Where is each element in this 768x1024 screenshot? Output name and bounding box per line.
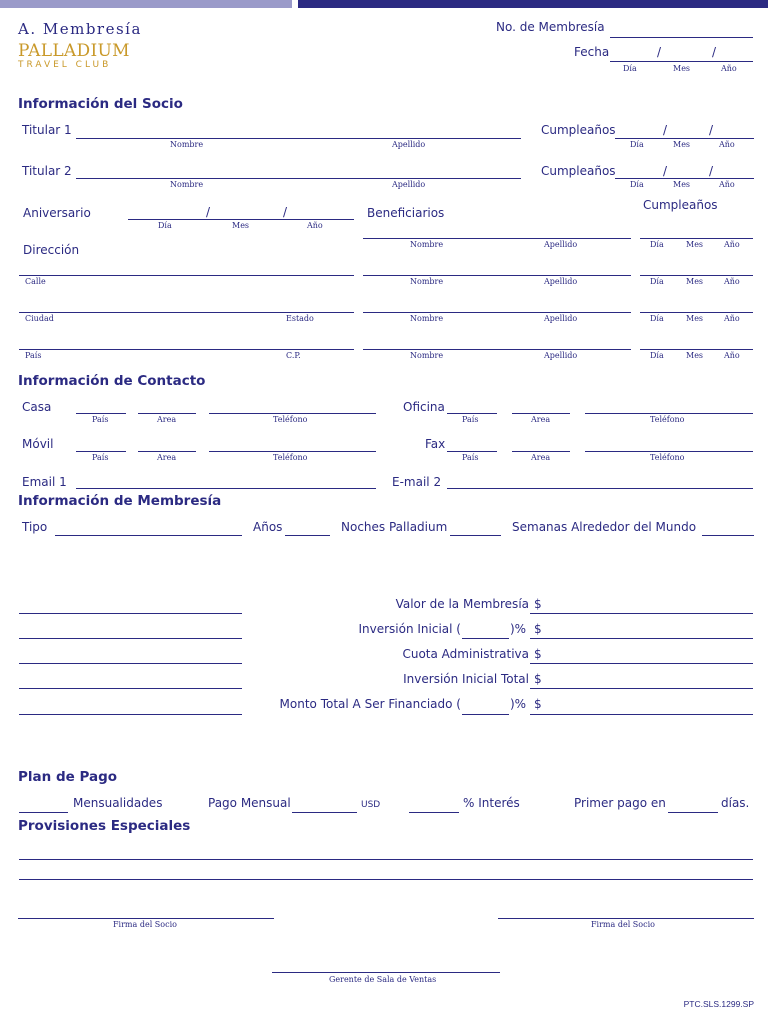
titular2-name-sub: Nombre (170, 180, 204, 189)
beneficiary-2-birthday[interactable] (640, 275, 753, 276)
valor-label: Valor de la Membresía (395, 597, 529, 611)
inv-total-field[interactable] (530, 688, 753, 689)
b2-surname-sub: Apellido (544, 277, 578, 286)
inv-total-label: Inversión Inicial Total (403, 672, 529, 686)
t1-sub-month: Mes (673, 140, 691, 149)
inv-inicial-currency: $ (534, 622, 542, 636)
movil-label: Móvil (22, 437, 54, 451)
beneficiary-1-birthday[interactable] (640, 238, 753, 239)
fax-area-sub: Area (531, 453, 551, 462)
monto-field[interactable] (530, 714, 753, 715)
casa-area-field[interactable] (138, 413, 196, 414)
beneficiary-4-field[interactable] (363, 349, 631, 350)
beneficiary-2-field[interactable] (363, 275, 631, 276)
b3-day-sub: Día (650, 314, 664, 323)
membership-blank-line-3[interactable] (19, 663, 242, 664)
monto-label: Monto Total A Ser Financiado ( (279, 697, 461, 711)
oficina-telefono-field[interactable] (585, 413, 753, 414)
titular2-birthday-label: Cumpleaños (541, 164, 616, 178)
monto-pct-field[interactable] (462, 714, 509, 715)
provisiones-line-2[interactable] (19, 879, 753, 880)
section-membresia-heading: Información de Membresía (18, 493, 222, 509)
section-pago-heading: Plan de Pago (18, 769, 118, 785)
monto-currency: $ (534, 697, 542, 711)
page-title: A. Membresía (18, 20, 142, 38)
brand-subtitle: TRAVEL CLUB (18, 60, 112, 70)
aniv-sep-2: / (283, 205, 288, 219)
beneficiary-4-birthday[interactable] (640, 349, 753, 350)
b4-name-sub: Nombre (410, 351, 444, 360)
b3-year-sub: Año (724, 314, 740, 323)
primer-pago-label: Primer pago en (574, 796, 666, 810)
ciudad-sub: Ciudad (25, 314, 54, 323)
dias-label: días. (721, 796, 750, 810)
fax-telefono-sub: Teléfono (650, 453, 685, 462)
b1-year-sub: Año (724, 240, 740, 249)
firma-socio-2-line[interactable] (498, 918, 754, 919)
email1-label: Email 1 (22, 475, 67, 489)
aniv-sub-year: Año (307, 221, 323, 230)
beneficiary-3-birthday[interactable] (640, 312, 753, 313)
t2-sep-1: / (663, 164, 668, 178)
oficina-telefono-sub: Teléfono (650, 415, 685, 424)
t2-sub-month: Mes (673, 180, 691, 189)
noches-field[interactable] (450, 535, 501, 536)
valor-currency: $ (534, 597, 542, 611)
oficina-area-field[interactable] (512, 413, 570, 414)
t1-sep-2: / (709, 123, 714, 137)
b2-day-sub: Día (650, 277, 664, 286)
membership-blank-line-4[interactable] (19, 688, 242, 689)
titular1-name-sub: Nombre (170, 140, 204, 149)
titular1-birthday-label: Cumpleaños (541, 123, 616, 137)
pago-mensual-label: Pago Mensual (208, 796, 291, 810)
casa-label: Casa (22, 400, 52, 414)
form-code: PTC.SLS.1299.SP (683, 999, 754, 1009)
titular2-field[interactable] (76, 178, 521, 179)
aniversario-field[interactable] (128, 219, 354, 220)
noches-label: Noches Palladium (341, 520, 448, 534)
email2-field[interactable] (447, 488, 753, 489)
beneficiary-1-field[interactable] (363, 238, 631, 239)
anos-field[interactable] (285, 535, 330, 536)
inv-inicial-label: Inversión Inicial ( (358, 622, 461, 636)
membership-blank-line-2[interactable] (19, 638, 242, 639)
inv-total-currency: $ (534, 672, 542, 686)
email1-field[interactable] (76, 488, 376, 489)
mensualidades-field[interactable] (19, 812, 68, 813)
monto-pct: )% (510, 697, 527, 711)
primer-pago-field[interactable] (668, 812, 718, 813)
beneficiary-3-field[interactable] (363, 312, 631, 313)
membership-blank-line-1[interactable] (19, 613, 242, 614)
fax-telefono-field[interactable] (585, 451, 753, 452)
b3-month-sub: Mes (686, 314, 704, 323)
firma-socio-2-label: Firma del Socio (591, 920, 655, 929)
b1-month-sub: Mes (686, 240, 704, 249)
brand-name: PALLADIUM (18, 41, 130, 61)
beneficiarios-label: Beneficiarios (367, 206, 445, 220)
inv-inicial-pct-field[interactable] (462, 638, 509, 639)
oficina-pais-field[interactable] (447, 413, 497, 414)
estado-sub: Estado (286, 314, 314, 323)
casa-pais-sub: País (92, 415, 109, 424)
movil-pais-field[interactable] (76, 451, 126, 452)
titular1-birthday-field[interactable] (615, 138, 754, 139)
movil-telefono-sub: Teléfono (273, 453, 308, 462)
movil-area-field[interactable] (138, 451, 196, 452)
oficina-area-sub: Area (531, 415, 551, 424)
provisiones-line-1[interactable] (19, 859, 753, 860)
t2-sub-day: Día (630, 180, 644, 189)
fax-pais-sub: País (462, 453, 479, 462)
firma-socio-1-line[interactable] (18, 918, 274, 919)
fax-label: Fax (425, 437, 446, 451)
membership-number-field[interactable] (610, 37, 753, 38)
header-bar-light (0, 0, 292, 8)
email2-label: E-mail 2 (392, 475, 442, 489)
cuota-currency: $ (534, 647, 542, 661)
aniv-sub-month: Mes (232, 221, 250, 230)
t1-sub-day: Día (630, 140, 644, 149)
semanas-label: Semanas Alrededor del Mundo (512, 520, 697, 534)
pais-sub: País (25, 351, 42, 360)
membership-blank-line-5[interactable] (19, 714, 242, 715)
interes-field[interactable] (409, 812, 459, 813)
section-provisiones-heading: Provisiones Especiales (18, 818, 191, 834)
casa-telefono-sub: Teléfono (273, 415, 308, 424)
casa-pais-field[interactable] (76, 413, 126, 414)
firma-socio-1-label: Firma del Socio (113, 920, 177, 929)
direccion-label: Dirección (23, 243, 80, 257)
date-sub-year: Año (721, 64, 737, 73)
b2-month-sub: Mes (686, 277, 704, 286)
casa-area-sub: Area (157, 415, 177, 424)
inv-inicial-pct: )% (510, 622, 527, 636)
pais-cp-field[interactable] (19, 349, 354, 350)
titular2-label: Titular 2 (22, 164, 72, 178)
b3-surname-sub: Apellido (544, 314, 578, 323)
titular2-surname-sub: Apellido (392, 180, 426, 189)
oficina-label: Oficina (403, 400, 445, 414)
fax-area-field[interactable] (512, 451, 570, 452)
b4-month-sub: Mes (686, 351, 704, 360)
titular1-surname-sub: Apellido (392, 140, 426, 149)
cuota-field[interactable] (530, 663, 753, 664)
fax-pais-field[interactable] (447, 451, 497, 452)
header-bar-dark (298, 0, 768, 8)
semanas-field[interactable] (702, 535, 754, 536)
b4-surname-sub: Apellido (544, 351, 578, 360)
brand-logo (18, 42, 130, 70)
ciudad-estado-field[interactable] (19, 312, 354, 313)
calle-sub: Calle (25, 277, 46, 286)
gerente-label: Gerente de Sala de Ventas (329, 975, 437, 984)
t2-sep-2: / (709, 164, 714, 178)
membership-number-label: No. de Membresía (496, 20, 605, 34)
b4-day-sub: Día (650, 351, 664, 360)
oficina-pais-sub: País (462, 415, 479, 424)
b2-name-sub: Nombre (410, 277, 444, 286)
date-sep-1: / (657, 45, 662, 59)
calle-field[interactable] (19, 275, 354, 276)
date-sep-2: / (712, 45, 717, 59)
cp-sub: C.P. (286, 351, 301, 360)
tipo-field[interactable] (55, 535, 242, 536)
b4-year-sub: Año (724, 351, 740, 360)
section-socio-heading: Información del Socio (18, 96, 183, 112)
beneficiarios-birthday-header: Cumpleaños (643, 198, 718, 212)
titular1-label: Titular 1 (22, 123, 72, 137)
titular1-field[interactable] (76, 138, 521, 139)
tipo-label: Tipo (22, 520, 48, 534)
casa-telefono-field[interactable] (209, 413, 376, 414)
interes-label: % Interés (463, 796, 520, 810)
t1-sep-1: / (663, 123, 668, 137)
gerente-line[interactable] (272, 972, 500, 973)
titular2-birthday-field[interactable] (615, 178, 754, 179)
date-field[interactable] (610, 61, 753, 62)
aniversario-label: Aniversario (23, 206, 91, 220)
mensualidades-label: Mensualidades (73, 796, 163, 810)
b3-name-sub: Nombre (410, 314, 444, 323)
anos-label: Años (253, 520, 283, 534)
date-label: Fecha (574, 45, 610, 59)
movil-telefono-field[interactable] (209, 451, 376, 452)
date-sub-day: Día (623, 64, 637, 73)
aniv-sep-1: / (206, 205, 211, 219)
b1-name-sub: Nombre (410, 240, 444, 249)
movil-area-sub: Area (157, 453, 177, 462)
usd-label: USD (361, 800, 381, 810)
b1-surname-sub: Apellido (544, 240, 578, 249)
t1-sub-year: Año (719, 140, 735, 149)
movil-pais-sub: País (92, 453, 109, 462)
pago-mensual-field[interactable] (292, 812, 357, 813)
cuota-label: Cuota Administrativa (402, 647, 529, 661)
date-sub-month: Mes (673, 64, 691, 73)
b1-day-sub: Día (650, 240, 664, 249)
valor-field[interactable] (530, 613, 753, 614)
b2-year-sub: Año (724, 277, 740, 286)
inv-inicial-field[interactable] (530, 638, 753, 639)
section-contacto-heading: Información de Contacto (18, 373, 206, 389)
t2-sub-year: Año (719, 180, 735, 189)
aniv-sub-day: Día (158, 221, 172, 230)
